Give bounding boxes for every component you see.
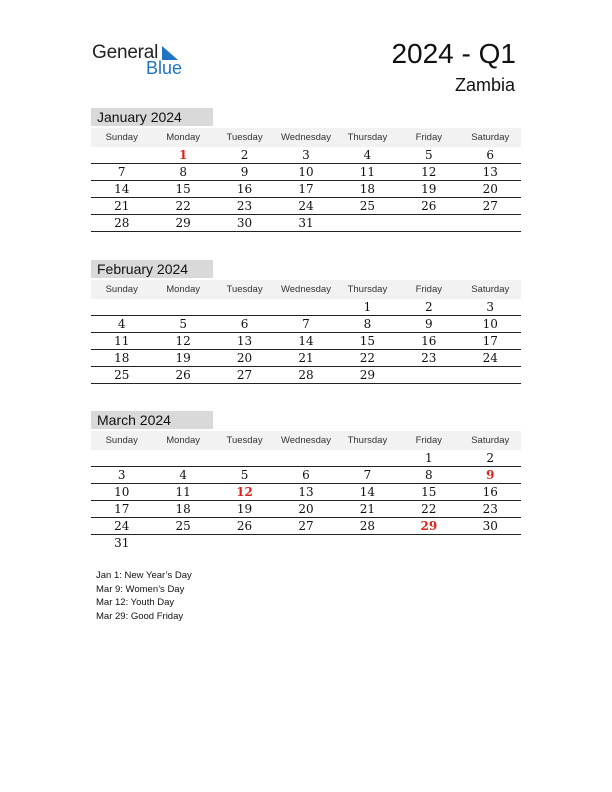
day-cell: 4 xyxy=(363,148,372,162)
day-cell: 26 xyxy=(175,368,191,382)
weekday-label: Thursday xyxy=(347,132,388,143)
day-cell: 10 xyxy=(114,485,130,499)
weekday-label: Sunday xyxy=(105,132,138,143)
day-cell: 15 xyxy=(421,485,437,499)
day-cell: 23 xyxy=(482,502,498,516)
day-cell: 14 xyxy=(114,182,130,196)
day-cell: 17 xyxy=(482,334,498,348)
day-cell: 10 xyxy=(482,317,498,331)
week-row xyxy=(91,215,521,232)
empty-day-cell xyxy=(460,367,521,383)
holiday-note: Jan 1: New Year’s Day xyxy=(96,570,192,581)
logo xyxy=(92,42,192,78)
day-cell: 28 xyxy=(359,519,376,533)
day-cell: 6 xyxy=(302,468,310,482)
week-row xyxy=(91,181,521,198)
day-cell: 1 xyxy=(178,148,188,162)
week-row xyxy=(91,333,521,350)
day-cell: 7 xyxy=(363,468,372,482)
day-cell: 27 xyxy=(236,368,253,382)
day-cell: 3 xyxy=(302,148,310,162)
day-cell: 24 xyxy=(482,351,498,365)
weekday-label: Monday xyxy=(166,284,201,295)
day-cell: 7 xyxy=(302,317,310,331)
day-cell: 13 xyxy=(298,485,314,499)
day-cell: 18 xyxy=(175,502,191,516)
day-cell: 22 xyxy=(421,502,437,516)
week-row xyxy=(91,299,521,316)
month-block-january xyxy=(91,108,521,232)
month-block-march xyxy=(91,411,521,551)
empty-day-cell xyxy=(398,215,459,231)
holiday-note: Mar 9: Women’s Day xyxy=(96,583,185,595)
day-cell: 8 xyxy=(425,468,433,482)
day-cell: 20 xyxy=(298,502,314,516)
day-cell: 2 xyxy=(240,148,249,162)
day-cell: 28 xyxy=(114,216,130,230)
weekday-label: Saturday xyxy=(471,435,510,446)
day-cell: 9 xyxy=(486,468,495,482)
day-cell: 5 xyxy=(240,468,249,482)
weekday-label: Sunday xyxy=(105,435,138,446)
day-cell: 16 xyxy=(421,334,437,348)
day-cell: 19 xyxy=(175,351,191,365)
week-row xyxy=(91,484,521,501)
day-cell: 30 xyxy=(482,519,498,533)
day-cell: 29 xyxy=(359,368,376,382)
day-cell: 25 xyxy=(114,368,130,382)
empty-day-cell xyxy=(91,147,152,163)
day-cell: 31 xyxy=(298,216,314,230)
day-cell: 16 xyxy=(482,485,498,499)
day-cell: 29 xyxy=(420,519,438,533)
week-row xyxy=(91,501,521,518)
day-cell: 25 xyxy=(175,519,191,533)
day-cell: 18 xyxy=(359,182,376,196)
holiday-note: Mar 29: Good Friday xyxy=(96,610,184,622)
day-cell: 12 xyxy=(421,165,437,179)
empty-day-cell xyxy=(337,215,398,231)
week-row xyxy=(91,535,521,551)
day-cell: 19 xyxy=(236,502,253,516)
empty-day-cell xyxy=(398,535,459,551)
weekday-label: Tuesday xyxy=(226,284,263,295)
week-row xyxy=(91,316,521,333)
day-cell: 27 xyxy=(482,199,498,213)
day-cell: 26 xyxy=(421,199,437,213)
month-title: March 2024 xyxy=(91,411,213,429)
day-cell: 24 xyxy=(298,199,314,213)
empty-day-cell xyxy=(152,535,213,551)
weekday-header-row xyxy=(91,280,521,299)
day-cell: 15 xyxy=(175,182,191,196)
day-cell: 8 xyxy=(179,165,187,179)
day-cell: 11 xyxy=(114,334,130,348)
empty-day-cell xyxy=(152,450,213,466)
day-cell: 7 xyxy=(117,165,126,179)
week-row xyxy=(91,450,521,467)
day-cell: 8 xyxy=(363,317,372,331)
day-cell: 31 xyxy=(114,536,130,550)
month-title: January 2024 xyxy=(91,108,213,126)
empty-day-cell xyxy=(337,535,398,551)
weekday-label: Friday xyxy=(415,435,443,446)
weekday-label: Sunday xyxy=(105,284,138,295)
day-cell: 16 xyxy=(236,182,253,196)
week-row xyxy=(91,467,521,484)
day-cell: 14 xyxy=(359,485,376,499)
weekday-label: Wednesday xyxy=(280,132,331,143)
empty-day-cell xyxy=(275,535,336,551)
day-cell: 19 xyxy=(421,182,437,196)
logo-blue-text: Blue xyxy=(146,58,183,78)
weekday-label: Wednesday xyxy=(280,284,331,295)
week-row xyxy=(91,198,521,215)
empty-day-cell xyxy=(91,450,152,466)
day-cell: 14 xyxy=(298,334,314,348)
empty-day-cell xyxy=(275,450,336,466)
empty-day-cell xyxy=(398,367,459,383)
day-cell: 28 xyxy=(298,368,314,382)
day-cell: 26 xyxy=(236,519,253,533)
empty-day-cell xyxy=(214,450,275,466)
day-cell: 15 xyxy=(359,334,376,348)
weekday-label: Thursday xyxy=(347,435,388,446)
weekday-label: Tuesday xyxy=(226,435,263,446)
logo-general-text: General xyxy=(92,42,159,63)
day-cell: 20 xyxy=(236,351,253,365)
day-cell: 29 xyxy=(175,216,191,230)
empty-day-cell xyxy=(275,299,336,315)
month-title: February 2024 xyxy=(91,260,213,278)
weekday-label: Saturday xyxy=(471,132,510,143)
country-name: Zambia xyxy=(454,75,515,95)
day-cell: 9 xyxy=(240,165,249,179)
day-cell: 3 xyxy=(117,468,126,482)
empty-day-cell xyxy=(337,450,398,466)
day-cell: 11 xyxy=(359,165,376,179)
weekday-label: Thursday xyxy=(347,284,388,295)
day-cell: 25 xyxy=(359,199,376,213)
day-cell: 17 xyxy=(114,502,130,516)
week-row xyxy=(91,518,521,535)
day-cell: 13 xyxy=(236,334,253,348)
day-cell: 2 xyxy=(486,451,495,465)
day-cell: 22 xyxy=(175,199,191,213)
week-row xyxy=(91,367,521,384)
day-cell: 30 xyxy=(236,216,253,230)
weekday-label: Friday xyxy=(415,132,443,143)
empty-day-cell xyxy=(91,299,152,315)
day-cell: 5 xyxy=(425,148,433,162)
day-cell: 24 xyxy=(114,519,130,533)
day-cell: 21 xyxy=(114,199,130,213)
day-cell: 6 xyxy=(240,317,249,331)
day-cell: 9 xyxy=(425,317,433,331)
weekday-header-row xyxy=(91,128,521,147)
empty-day-cell xyxy=(460,215,521,231)
week-row xyxy=(91,147,521,164)
day-cell: 13 xyxy=(482,165,498,179)
day-cell: 21 xyxy=(359,502,376,516)
day-cell: 4 xyxy=(117,317,126,331)
day-cell: 10 xyxy=(298,165,314,179)
day-cell: 1 xyxy=(425,451,433,465)
week-row xyxy=(91,164,521,181)
day-cell: 12 xyxy=(236,485,253,499)
day-cell: 21 xyxy=(298,351,314,365)
day-cell: 11 xyxy=(175,485,191,499)
day-cell: 1 xyxy=(363,300,372,314)
weekday-label: Monday xyxy=(166,435,201,446)
page-title: 2024 - Q1 xyxy=(391,38,516,69)
day-cell: 2 xyxy=(425,300,433,314)
holiday-notes xyxy=(96,569,192,623)
day-cell: 22 xyxy=(359,351,376,365)
day-cell: 4 xyxy=(179,468,187,482)
weekday-label: Wednesday xyxy=(280,435,331,446)
weekday-label: Monday xyxy=(166,132,201,143)
weekday-label: Saturday xyxy=(471,284,510,295)
weekday-label: Tuesday xyxy=(226,132,263,143)
weekday-header-row xyxy=(91,431,521,450)
empty-day-cell xyxy=(152,299,213,315)
day-cell: 23 xyxy=(236,199,253,213)
holiday-note: Mar 12: Youth Day xyxy=(96,597,175,608)
empty-day-cell xyxy=(214,299,275,315)
day-cell: 3 xyxy=(486,300,495,314)
month-block-february xyxy=(91,260,521,384)
day-cell: 18 xyxy=(114,351,130,365)
empty-day-cell xyxy=(214,535,275,551)
day-cell: 6 xyxy=(486,148,495,162)
day-cell: 20 xyxy=(482,182,498,196)
empty-day-cell xyxy=(460,535,521,551)
day-cell: 23 xyxy=(421,351,437,365)
weekday-label: Friday xyxy=(415,284,443,295)
day-cell: 27 xyxy=(298,519,314,533)
day-cell: 12 xyxy=(175,334,191,348)
day-cell: 5 xyxy=(179,317,187,331)
day-cell: 17 xyxy=(298,182,314,196)
week-row xyxy=(91,350,521,367)
